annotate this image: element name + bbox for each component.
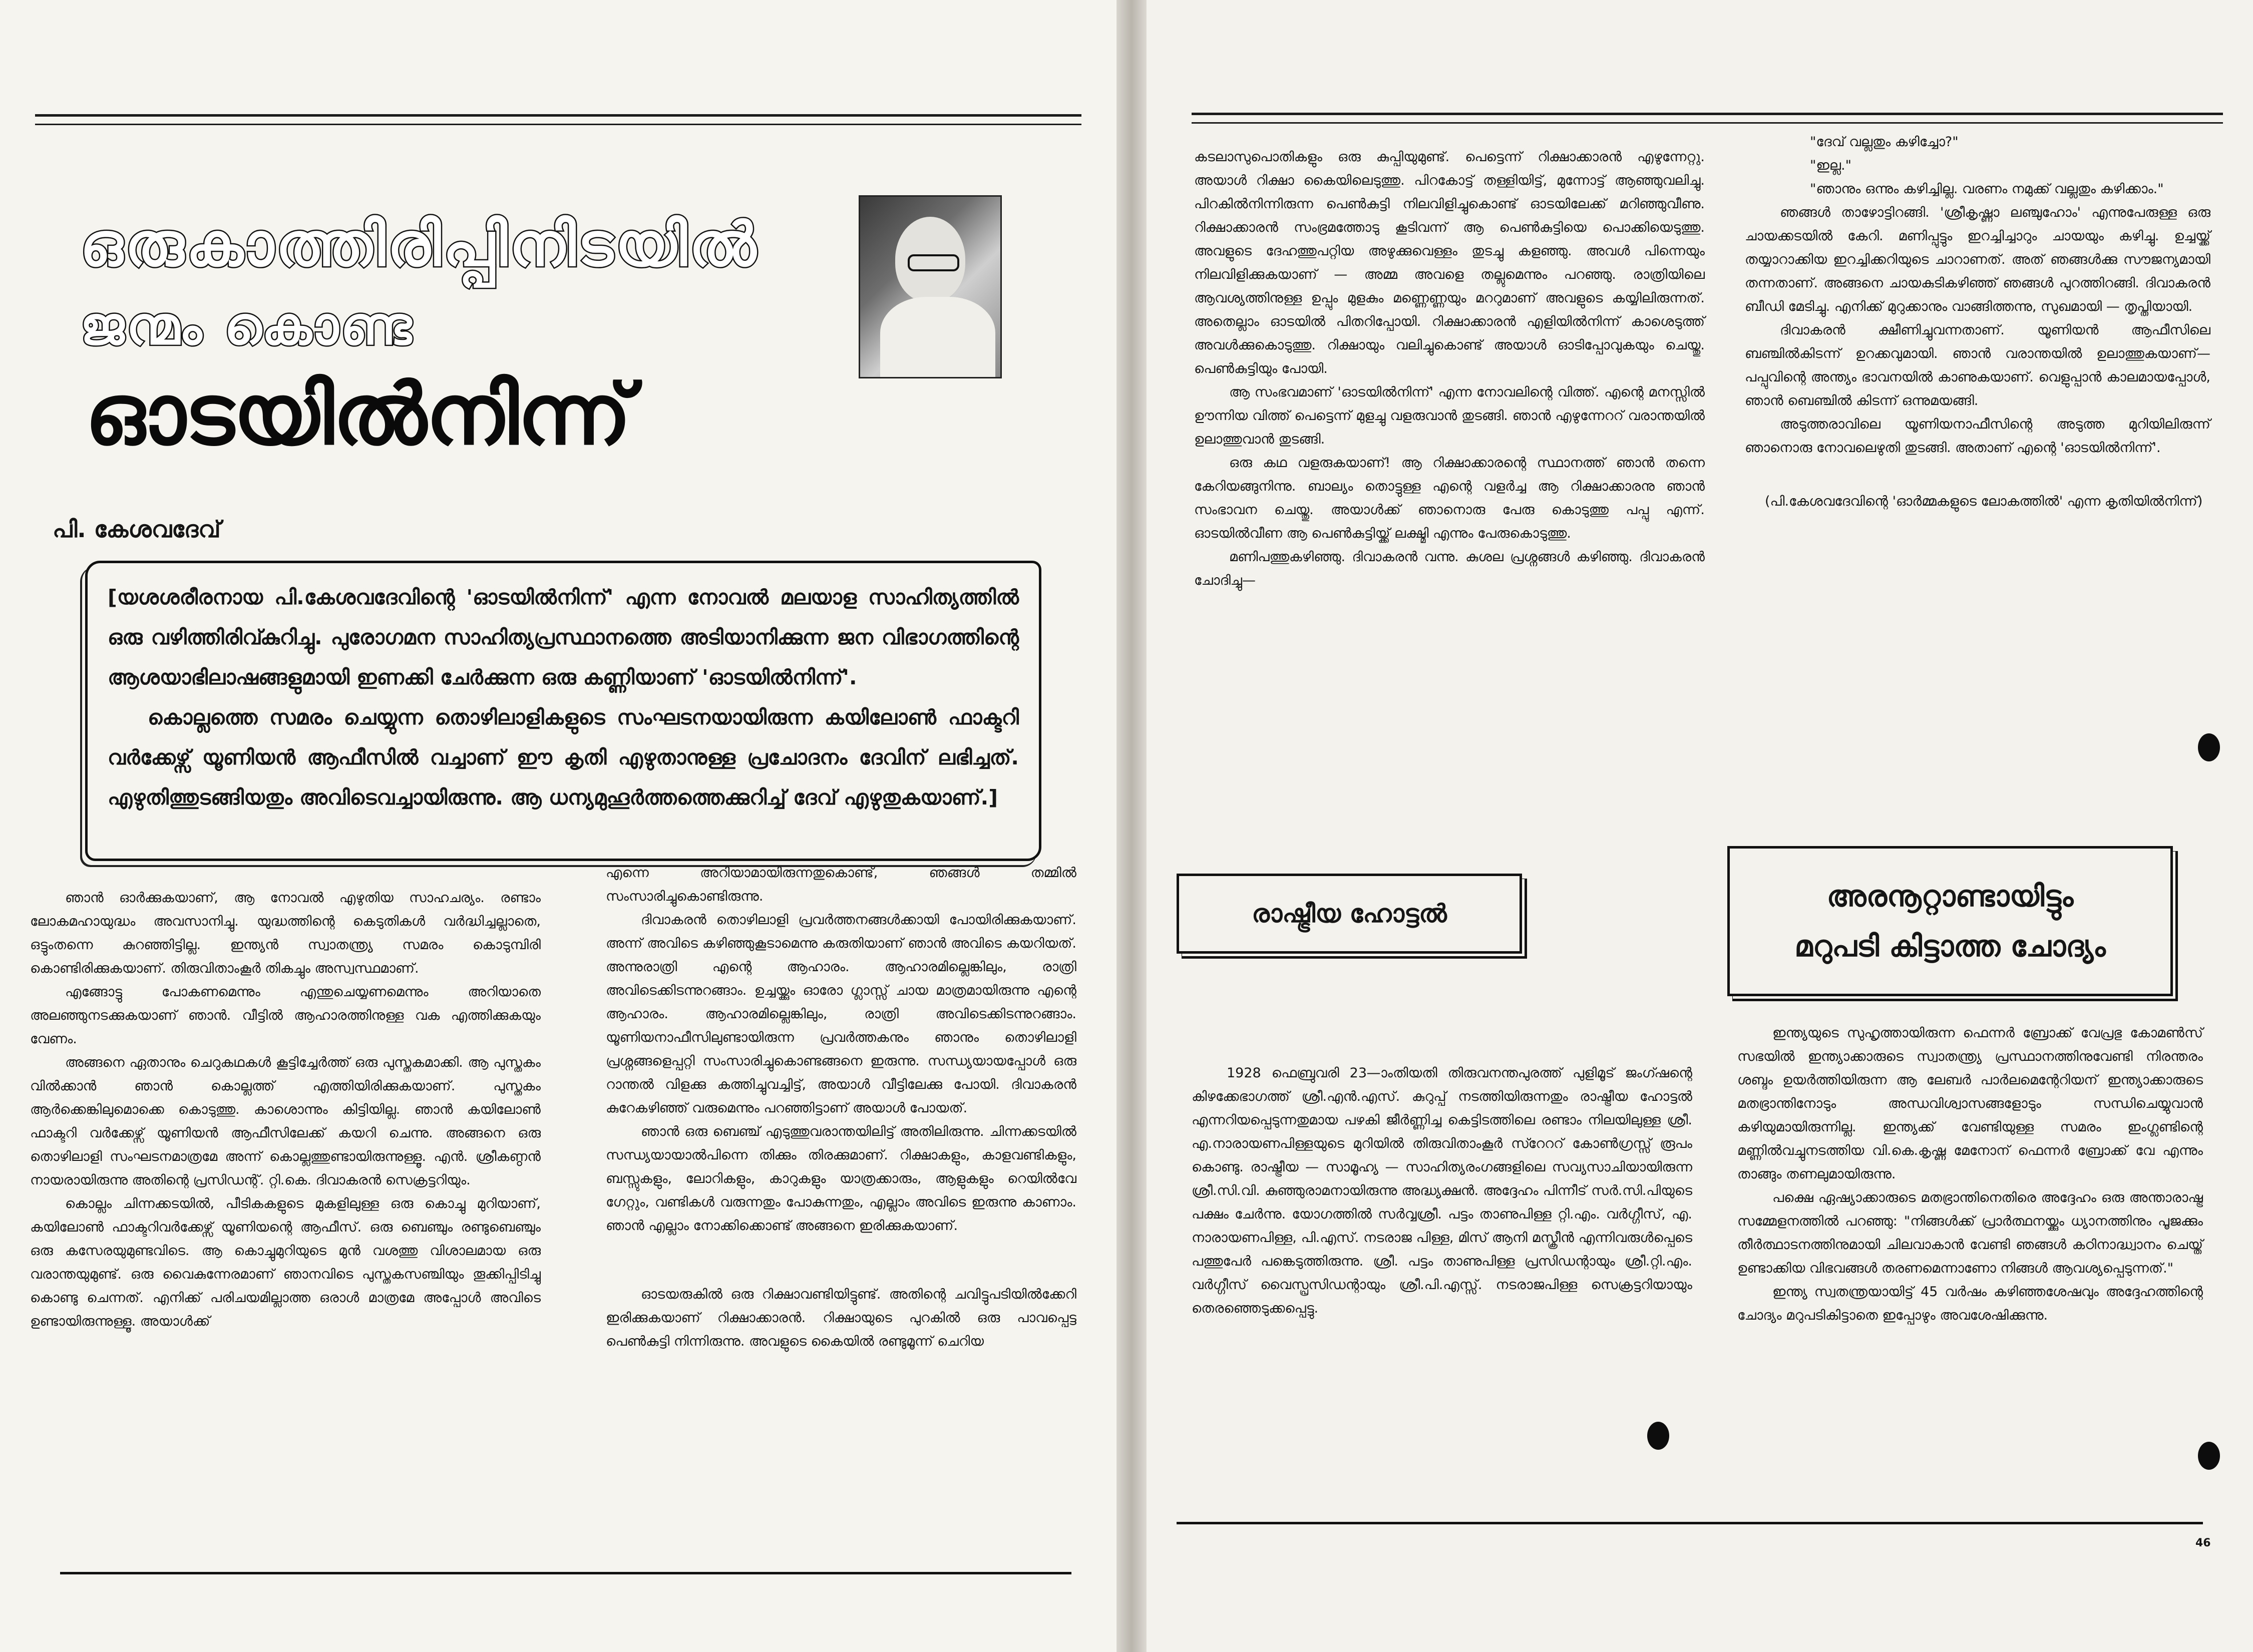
end-bullet xyxy=(2198,1442,2220,1470)
paragraph: ഓടയരുകിൽ ഒരു റിക്ഷാവണ്ടിയിട്ടുണ്ട്. അതിന്റെ ചവിട്ടുപടിയിൽക്കേറി ഇരിക്കുകയാണ് റിക്ഷാക്കാരൻ. റിക്ഷായുടെ പുറകിൽ ഒരു പാവപ്പെട്ട പെൺകുട്ടി നിന്നിരുന്നു. അവളുടെ കൈയിൽ രണ്ടുമൂന്ന് ചെറിയ xyxy=(606,1287,1076,1349)
paragraph: ഇന്ത്യ സ്വതന്ത്രയായിട്ട് 45 വർഷം കഴിഞ്ഞശേഷവും അദ്ദേഹത്തിന്റെ ചോദ്യം മറുപടികിട്ടാതെ ഇപ്പോഴും അവശേഷിക്കുന്നു. xyxy=(1737,1284,2203,1323)
bottom-rule xyxy=(60,1572,1071,1574)
right-column-2 xyxy=(1745,130,2210,513)
paragraph: ഒരു കഥ വളരുകയാണ്! ആ റിക്ഷാക്കാരന്റെ സ്ഥാനത്ത് ഞാൻ തന്നെ കേറിയങ്ങുനിന്നു. ബാല്യം തൊട്ടുള്ള എന്റെ വളർച്ച ആ റിക്ഷാക്കാരനു ഞാൻ സംഭാവന ചെയ്തു. അയാൾക്ക് ഞാനൊരു പേരു കൊടുത്തു പപ്പു എന്ന്. ഓടയിൽവീണ ആ പെൺകുട്ടിയ്ക്ക് ലക്ഷ്മി എന്നും പേരുകൊടുത്തു. xyxy=(1194,455,1705,541)
paragraph: ഞാൻ ഒരു ബെഞ്ച് എടുത്തുവരാന്തയിലിട്ട് അതിലിരുന്നു. ചിന്നക്കടയിൽ സന്ധ്യയായാൽപിന്നെ തിക്കും തിരക്കുമാണ്. റിക്ഷാകളും, കാളവണ്ടികളും, ബസ്സുകളും, ലോറികളും, കാറുകളും യാത്രക്കാരും, ആളുകളും റെയിൽവേ ഗേറ്റും, വണ്ടികൾ വരുന്നതും പോകുന്നതും, എല്ലാം അവിടെ ഇരുന്നു കാണാം. ഞാൻ എല്ലാം നോക്കിക്കൊണ്ട് അങ്ങനെ ഇരിക്കുകയാണ്. xyxy=(606,1124,1076,1233)
paragraph: എന്നെ അറിയാമായിരുന്നതുകൊണ്ട്, ഞങ്ങൾ തമ്മിൽ സംസാരിച്ചുകൊണ്ടിരുന്നു. xyxy=(606,865,1076,904)
paragraph: ഞങ്ങൾ താഴോട്ടിറങ്ങി. 'ശ്രീകൃഷ്ണാ ലഞ്ചുഹോം' എന്നുപേരുള്ള ഒരു ചായക്കടയിൽ കേറി. മണിപ്പുട്ടും ഇറച്ചിച്ചാറും ചായയും കഴിച്ചു. ഉച്ചയ്ക്ക് തയ്യാറാക്കിയ ഇറച്ചിക്കറിയുടെ ചാറാണത്. അത് ഞങ്ങൾക്കു സൗജന്യമായി തന്നതാണ്. അങ്ങനെ ചായകുടികഴിഞ്ഞ് ഞങ്ങൾ പുറത്തിറങ്ങി. ദിവാകരൻ ബീഡി മേടിച്ചു. എനിക്ക് മുറുക്കാനും വാങ്ങിത്തന്നു, സുഖമായി — തൃപ്തിയായി. xyxy=(1745,205,2210,314)
intro-para: കൊല്ലത്തെ സമരം ചെയ്യുന്ന തൊഴിലാളികളുടെ സംഘടനയായിരുന്ന കയിലോൺ ഫാക്ടറി വർക്കേഴ്സ് യൂണിയൻ ആഫീസിൽ വച്ചാണ് ഈ കൃതി എഴുതാനുള്ള പ്രചോദനം ദേവിന് ലഭിച്ചത്. എഴുതിത്തുടങ്ങിയതും അവിടെവച്ചായിരുന്നു. ആ ധന്യമുഹൂർത്തത്തെക്കുറിച്ച് ദേവ് എഴുതുകയാണ്.] xyxy=(108,705,1019,809)
paragraph: ദിവാകരൻ ക്ഷീണിച്ചുവന്നതാണ്. യൂണിയൻ ആഫീസിലെ ബഞ്ചിൽകിടന്ന് ഉറക്കവുമായി. ഞാൻ വരാന്തയിൽ ഉലാത്തുകയാണ്— പപ്പുവിന്റെ അന്ത്യം ഭാവനയിൽ കാണുകയാണ്. വെളുപ്പാൻ കാലമായപ്പോൾ, ഞാൻ ബെഞ്ചിൽ കിടന്ന് ഒന്നുമയങ്ങി. xyxy=(1745,322,2210,408)
top-rule xyxy=(35,114,1081,125)
right-column-1 xyxy=(1194,145,1705,592)
paragraph: കൊല്ലം ചിന്നക്കടയിൽ, പീടികകളുടെ മുകളിലുള്ള ഒരു കൊച്ചു മുറിയാണ്, കയിലോൺ ഫാക്ടറിവർക്കേഴ്സ് യൂണിയന്റെ ആഫീസ്. ഒരു ബെഞ്ചും രണ്ടുബെഞ്ചും ഒരു കസേരയുമുണ്ടവിടെ. ആ കൊച്ചുമുറിയുടെ മുൻ വശത്തു വിശാലമായ ഒരു വരാന്തയുമുണ്ട്. ഒരു വൈകുന്നേരമാണ് ഞാനവിടെ പുസ്തകസഞ്ചിയും തൂക്കിപ്പിടിച്ചു കൊണ്ടു ചെന്നത്. എനിക്ക് പരിചയമില്ലാത്ത ഒരാൾ മാത്രമേ അപ്പോൾ അവിടെ ഉണ്ടായിരുന്നുള്ളൂ. അയാൾക്ക് xyxy=(30,1196,541,1329)
paragraph: 1928 ഫെബ്രുവരി 23—ാംതിയതി തിരുവനന്തപുരത്ത് പുളിമൂട് ജംഗ്ഷന്റെ കിഴക്കേഭാഗത്ത് ശ്രീ.എൻ.എസ്. കുറുപ്പ് നടത്തിയിരുന്നതും രാഷ്ട്രീയ ഹോട്ടൽ എന്നറിയപ്പെടുന്നതുമായ പഴകി ജീർണ്ണിച്ച കെട്ടിടത്തിലെ രണ്ടാം നിലയിലുള്ള ശ്രീ. എ.നാരായണപിള്ളയുടെ മുറിയിൽ തിരുവിതാംകൂർ സ്റേററ് കോൺഗ്രസ്സ് രൂപം കൊണ്ടു. രാഷ്ട്രീയ — സാമൂഹ്യ — സാഹിത്യരംഗങ്ങളിലെ സവ്യസാചിയായിരുന്ന ശ്രീ.സി.വി. കുഞ്ഞുരാമനായിരുന്നു അദ്ധ്യക്ഷൻ. അദ്ദേഹം പിന്നീട് സർ.സി.പിയുടെ പക്ഷം ചേർന്നു. യോഗത്തിൽ സർവ്വശ്രീ. പട്ടം താണുപിള്ള റ്റി.എം. വർഗ്ഗീസ്, എ. നാരായണപിള്ള, പി.എസ്. നടരാജ പിള്ള, മിസ് ആനി മസ്ക്രീൻ എന്നിവരുൾപ്പെടെ പത്തുപേർ പങ്കെടുത്തിരുന്നു. ശ്രീ. പട്ടം താണുപിള്ള പ്രസിഡന്റായും ശ്രീ.റ്റി.എം. വർഗ്ഗീസ് വൈസ്പ്രസിഡന്റായും ശ്രീ.പി.എസ്സ്. നടരാജപിള്ള സെക്രട്ടറിയായും തെരഞ്ഞെടുക്കപ്പെട്ടു. xyxy=(1192,1065,1692,1316)
dialogue: "ഞാനും ഒന്നും കഴിച്ചില്ല. വരണം നമുക്ക് വല്ലതും കഴിക്കാം." xyxy=(1810,181,2164,197)
intro-box xyxy=(85,561,1041,861)
end-bullet xyxy=(1647,1422,1669,1450)
source-note: (പി.കേശവദേവിന്റെ 'ഓർമ്മകളുടെ ലോകത്തിൽ' എന്ന കൃതിയിൽനിന്ന്) xyxy=(1765,494,2203,509)
paragraph: മണിപത്തുകഴിഞ്ഞു. ദിവാകരൻ വന്നു. കുശല പ്രശ്നങ്ങൾ കഴിഞ്ഞു. ദിവാകരൻ ചോദിച്ചു— xyxy=(1194,549,1705,588)
paragraph: ആ സംഭവമാണ് 'ഓടയിൽനിന്ന്' എന്ന നോവലിന്റെ വിത്ത്. എന്റെ മനസ്സിൽ ഊന്നിയ വിത്ത് പെട്ടെന്ന് മുളച്ചു വളരുവാൻ തുടങ്ങി. ഞാൻ എഴുന്നേററ് വരാന്തയിൽ ഉലാത്തുവാൻ തുടങ്ങി. xyxy=(1194,384,1705,447)
paragraph: അങ്ങനെ ഏതാനും ചെറുകഥകൾ കൂട്ടിച്ചേർത്ത് ഒരു പുസ്തകമാക്കി. ആ പുസ്തകം വിൽക്കാൻ ഞാൻ കൊല്ലത്ത് എത്തിയിരിക്കുകയാണ്. പുസ്തകം ആർക്കെങ്കിലുമൊക്കെ കൊടുത്തു. കാശൊന്നും കിട്ടിയില്ല. ഞാൻ കയിലോൺ ഫാക്ടറി വർക്കേഴ്സ് യൂണിയൻ ആഫീസിലേക്ക് കയറി ചെന്നു. അങ്ങനെ ഒരു തൊഴിലാളി സംഘടനമാത്രമേ അന്ന് കൊല്ലത്തുണ്ടായിരുന്നുള്ളൂ. എൻ. ശ്രീകണ്ഠൻ നായരായിരുന്നു അതിന്റെ പ്രസിഡന്റ്. റ്റി.കെ. ദിവാകരൻ സെക്രട്ടറിയും. xyxy=(30,1055,541,1188)
sidebar-heading-line: അരനൂറ്റാണ്ടായിട്ടും xyxy=(1826,879,2074,913)
paragraph: ഇന്ത്യയുടെ സുഹൃത്തായിരുന്ന ഫെന്നർ ബ്രോക്ക് വേപ്രഭു കോമൺസ് സഭയിൽ ഇന്ത്യാക്കാരുടെ സ്വാതന്ത്ര്യ പ്രസ്ഥാനത്തിനുവേണ്ടി നിരന്തരം ശബ്ദം ഉയർത്തിയിരുന്ന ആ ലേബർ പാർലമെന്റേറിയന് ഇന്ത്യാക്കാരുടെ മതഭ്രാന്തിനോടും അന്ധവിശ്വാസങ്ങളോടും സന്ധിചെയ്യുവാൻ കഴിയുമായിരുന്നില്ല. ഇന്ത്യക്ക് വേണ്ടിയുള്ള സമരം ഇംഗ്ലണ്ടിന്റെ മണ്ണിൽവച്ചുനടത്തിയ വി.കെ.കൃഷ്ണ മേനോന് ഫെന്നർ ബ്രോക്ക് വേ എന്നും താങ്ങും തണലുമായിരുന്നു. xyxy=(1737,1025,2203,1182)
paragraph: എങ്ങോട്ടു പോകണമെന്നും എന്തുചെയ്യണമെന്നും അറിയാതെ അലഞ്ഞുനടക്കുകയാണ് ഞാൻ. വീട്ടിൽ ആഹാരത്തിനുള്ള വക എത്തിക്കുകയും വേണം. xyxy=(30,984,541,1047)
top-rule xyxy=(1192,113,2223,124)
paragraph: അടുത്തരാവിലെ യൂണിയനാഫീസിന്റെ അടുത്ത മുറിയിലിരുന്ന് ഞാനൊരു നോവലെഴുതി തുടങ്ങി. അതാണ് എന്റെ 'ഓടയിൽനിന്ന്'. xyxy=(1745,417,2210,456)
headline-line3: ഓടയിൽനിന്ന് xyxy=(85,365,630,464)
left-column-2 xyxy=(606,861,1076,1353)
right-page xyxy=(1147,0,2253,1652)
dialogue: "ഇല്ല." xyxy=(1810,158,1851,173)
bottom-rule xyxy=(1177,1522,2203,1524)
sidebar-heading-1 xyxy=(1177,874,1522,954)
paragraph: ഞാൻ ഓർക്കുകയാണ്, ആ നോവൽ എഴുതിയ സാഹചര്യം. രണ്ടാം ലോകമഹായുദ്ധം അവസാനിച്ചു. യുദ്ധത്തിന്റെ കെടുതികൾ വർദ്ധിച്ചല്ലാതെ, ഒട്ടുംതന്നെ കുറഞ്ഞിട്ടില്ല. ഇന്ത്യൻ സ്വാതന്ത്ര്യ സമരം കൊടുമ്പിരി കൊണ്ടിരിക്കുകയാണ്. തിരുവിതാംകൂർ തികച്ചും അസ്വസ്ഥമാണ്. xyxy=(30,890,541,976)
left-page xyxy=(0,0,1116,1652)
paragraph: പക്ഷെ ഏഷ്യാക്കാരുടെ മതഭ്രാന്തിനെതിരെ അദ്ദേഹം ഒരു അന്താരാഷ്ട്ര സമ്മേളനത്തിൽ പറഞ്ഞു: "നിങ്ങൾക്ക് പ്രാർത്ഥനയ്ക്കും ധ്യാനത്തിനും പൂജക്കും തീർത്ഥാടനത്തിനുമായി ചിലവാകാൻ വേണ്ടി ഞങ്ങൾ കഠിനാദ്ധ്വാനം ചെയ്ത് ഉണ്ടാക്കിയ വിഭവങ്ങൾ തരണമെന്നാണോ നിങ്ങൾ ആവശ്യപ്പെടുന്നത്." xyxy=(1737,1190,2203,1276)
dialogue: "ദേവ് വല്ലതും കഴിച്ചോ?" xyxy=(1810,134,1959,150)
headline-line1: ഒരുകാത്തിരിപ്പിനിടയിൽ xyxy=(80,210,759,280)
headline-line2: ജന്മം കൊണ്ട xyxy=(80,295,414,356)
sidebar-heading-2 xyxy=(1727,846,2173,996)
sidebar-2-body xyxy=(1737,1021,2203,1327)
sidebar-heading-line: മറുപടി കിട്ടാത്ത ചോദ്യം xyxy=(1794,929,2106,963)
author-byline: പി. കേശവദേവ് xyxy=(53,516,221,543)
paragraph: കടലാസുപൊതികളും ഒരു കുപ്പിയുമുണ്ട്. പെട്ടെന്ന് റിക്ഷാക്കാരൻ എഴുന്നേറ്റു. അയാൾ റിക്ഷാ കൈയിലെടുത്തു. പിറകോട്ട് തള്ളിയിട്ട്, മുന്നോട്ട് ആഞ്ഞുവലിച്ചു. പിറകിൽനിന്നിരുന്ന പെൺകുട്ടി നിലവിളിച്ചുകൊണ്ട് ഓടയിലേക്ക് മറിഞ്ഞുവീണു. റിക്ഷാക്കാരൻ സംഭ്രമത്തോടു കൂടിവന്ന് ആ പെൺകുട്ടിയെ പൊക്കിയെടുത്തു. അവളുടെ ദേഹത്തുപറ്റിയ അഴുക്കുവെള്ളം തുടച്ചു കളഞ്ഞു. അവൾ പിന്നെയും നിലവിളിക്കുകയാണ് — അമ്മ അവളെ തല്ലുമെന്നും പറഞ്ഞു. രാത്രിയിലെ ആവശ്യത്തിനുള്ള ഉപ്പും മുളകും മണ്ണെണ്ണയും മററുമാണ് അവളുടെ കയ്യിലിരുന്നത്. അതെല്ലാം ഓടയിൽ പിതറിപ്പോയി. റിക്ഷാക്കാരൻ എളിയിൽനിന്ന് കാശെടുത്ത് അവൾക്കുകൊടുത്തു. റിക്ഷായും വലിച്ചുകൊണ്ട് അയാൾ ഓടിപ്പോവുകയും ചെയ്തു. പെൺകുട്ടിയും പോയി. xyxy=(1194,149,1705,376)
intro-para: [യശശരീരനായ പി.കേശവദേവിന്റെ 'ഓടയിൽനിന്ന്' എന്ന നോവൽ മലയാള സാഹിത്യത്തിൽ ഒരു വഴിത്തിരിവ്കുറിച്ചു. പുരോഗമന സാഹിത്യപ്രസ്ഥാനത്തെ അടിയാനിക്കുന്ന ജന വിഭാഗത്തിന്റെ ആശയാഭിലാഷങ്ങളുമായി ഇണക്കി ചേർക്കുന്ന ഒരു കണ്ണിയാണ് 'ഓടയിൽനിന്ന്'. xyxy=(108,585,1019,689)
sidebar-1-body xyxy=(1192,1061,1692,1320)
paragraph: ദിവാകരൻ തൊഴിലാളി പ്രവർത്തനങ്ങൾക്കായി പോയിരിക്കുകയാണ്. അന്ന് അവിടെ കഴിഞ്ഞുകൂടാമെന്നു കരുതിയാണ് ഞാൻ അവിടെ കയറിയത്. അന്നുരാത്രി എന്റെ ആഹാരം. ആഹാരമില്ലെങ്കിലും, രാത്രി അവിടെക്കിടന്നുറങ്ങാം. ഉച്ചയ്ക്കും ഓരോ ഗ്ലാസ്സ് ചായ മാത്രമായിരുന്നു എന്റെ ആഹാരം. ആഹാരമില്ലെങ്കിലും, രാത്രി അവിടെക്കിടന്നുറങ്ങാം. യൂണിയനാഫീസിലുണ്ടായിരുന്ന പ്രവർത്തകനും ഞാനും തൊഴിലാളി പ്രശ്നങ്ങളെപ്പറ്റി സംസാരിച്ചുകൊണ്ടങ്ങനെ ഇരുന്നു. സന്ധ്യയായപ്പോൾ ഒരു റാന്തൽ വിളക്കു കത്തിച്ചുവച്ചിട്ട്, അയാൾ വീട്ടിലേക്കു പോയി. ദിവാകരൻ കുറേകഴിഞ്ഞ് വരുമെന്നും പറഞ്ഞിട്ടാണ് അയാൾ പോയത്. xyxy=(606,912,1076,1116)
left-column-1 xyxy=(30,886,541,1333)
end-bullet xyxy=(2198,733,2220,761)
page-number: 46 xyxy=(2195,1537,2211,1549)
book-gutter xyxy=(1116,0,1147,1652)
author-photo xyxy=(859,195,1002,378)
sidebar-heading-text: രാഷ്ട്രീയ ഹോട്ടൽ xyxy=(1252,899,1447,928)
